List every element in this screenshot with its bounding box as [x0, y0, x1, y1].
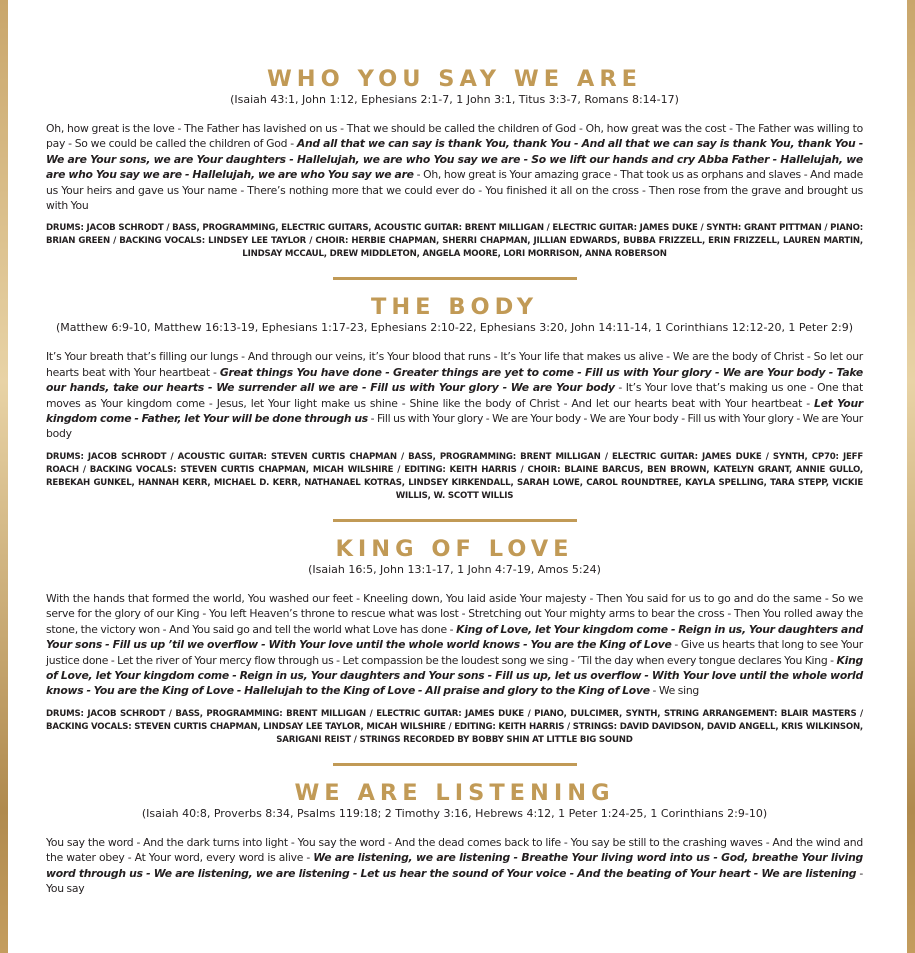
song-title: KING OF LOVE [335, 535, 574, 562]
song-lyrics [46, 349, 863, 441]
lyrics-verse: It’s Your breath that’s filling our lungs - And through our veins, it’s Your blood that runs - It’s Your life that makes us alive - We are the body of Christ - So let our hearts beat with Your heartbeat - [46, 350, 863, 379]
song-lyrics [46, 591, 863, 699]
lyrics-chorus: We are listening, we are listening - Breathe Your living word into us - God, breathe Your living word through us - We are listening, we are listening - Let us hear the sound of Your voice - And the beating of Your heart - We are listening [46, 851, 863, 880]
song-credits: DRUMS: JACOB SCHRODT / BASS, PROGRAMMING: BRENT MILLIGAN / ELECTRIC GUITAR: JAMES DUKE / PIANO, DULCIMER, SYNTH, STRING ARRANGEMENT: BLAIR MASTERS / BACKING VOCALS: STEVEN CURTIS CHAPMAN, LINDSAY LEE TAYLOR, MICAH WILSHIRE / EDITING: KEITH HARRIS / STRINGS: DAVID DAVIDSON, DAVID ANGELL, KRIS WILKINSON, SARIGANI REIST / STRINGS RECORDED BY BOBBY SHIN AT LITTLE BIG SOUND [46, 708, 863, 745]
section-divider [333, 277, 577, 280]
lyrics-chorus: Great things You have done - Greater things are yet to come - Fill us with Your glory - We are Your body - Take our hands, take our hearts - We surrender all we are - Fill us with Your glory - We are Your body [46, 365, 863, 395]
lyrics-bridge: Let Your kingdom come - Father, let Your will be done through us [46, 396, 863, 426]
left-border [0, 0, 8, 953]
lyrics-verse: Oh, how great is the love - The Father has lavished on us - That we should be called the children of God - Oh, how great was the cost - The Father was willing to pay - So we could be called the children of God - [46, 122, 863, 151]
lyrics-verse: - Give us hearts that long to see Your justice done - Let the river of Your mercy flow through us - Let compassion be the loudest song we sing - ’Til the day when every tongue declares You King - [46, 638, 863, 667]
scripture-references: (Isaiah 16:5, John 13:1-17, 1 John 4:7-19, Amos 5:24) [308, 562, 601, 576]
song-lyrics [46, 835, 863, 897]
right-border [907, 0, 915, 953]
section-divider [333, 763, 577, 766]
lyrics-verse: With the hands that formed the world, You washed our feet - Kneeling down, You laid aside Your majesty - Then You said for us to go and do the same - So we serve for the glory of our King - You left Heaven’s throne to rescue what was lost - Stretching out Your mighty arms to bear the cross - Then You rolled away the stone, the victory won - And You said go and tell the world what Love has done - [46, 591, 863, 636]
song-the-body [46, 294, 863, 502]
lyrics-chorus: King of Love, let Your kingdom come - Reign in us, Your daughters and Your sons - Fill us up, let us overflow - With Your love until the whole world knows - You are the King of Love - Hallelujah to the King of Love - All praise and glory to the King of Love [46, 653, 863, 698]
song-king-of-love [46, 536, 863, 747]
scripture-references: (Matthew 6:9-10, Matthew 16:13-19, Ephesians 1:17-23, Ephesians 2:10-22, Ephesians 3:20, John 14:11-14, 1 Corinthians 12:12-20, 1 Peter 2:9) [55, 321, 854, 335]
lyrics-verse: - Fill us with Your glory - We are Your body - We are Your body - Fill us with Your glory - We are Your body [46, 412, 863, 441]
song-title: THE BODY [371, 294, 538, 321]
section-divider [333, 519, 577, 522]
scripture-references: (Isaiah 40:8, Proverbs 8:34, Psalms 119:18; 2 Timothy 3:16, Hebrews 4:12, 1 Peter 1:24-25, 1 Corinthians 2:9-10) [141, 806, 768, 820]
lyrics-chorus: King of Love, let Your kingdom come - Reign in us, Your daughters and Your sons - Fill us up ’til we overflow - With Your love until the whole world knows - You are the King of Love [46, 622, 863, 652]
song-title: WHO YOU SAY WE ARE [266, 66, 643, 92]
song-lyrics [46, 121, 863, 213]
lyrics-verse: - It’s Your love that’s making us one - One that moves as Your kingdom come - Jesus, let Your light make us shine - Shine like the body of Christ - And let our hearts beat with Your heartbeat - [46, 381, 863, 410]
song-credits: DRUMS: JACOB SCHRODT / ACOUSTIC GUITAR: STEVEN CURTIS CHAPMAN / BASS, PROGRAMMING: BRENT MILLIGAN / ELECTRIC GUITAR: JAMES DUKE / SYNTH, CP70: JEFF ROACH / BACKING VOCALS: STEVEN CURTIS CHAPMAN, MICAH WILSHIRE / EDITING: KEITH HARRIS / CHOIR: BLAINE BARCUS, BEN BROWN, KATELYN GRANT, ANNIE GULLO, REBEKAH GUNKEL, HANNAH KERR, MICHAEL D. KERR, NATHANAEL KOTRAS, LINDSEY KIRKENDALL, SARAH LOWE, CAROL ROUNDTREE, KAYLA SPELLING, TARA STEPP, VICKIE WILLIS, W. SCOTT WILLIS [46, 451, 863, 501]
song-title: WE ARE LISTENING [294, 779, 615, 806]
lyrics-verse: - Oh, how great is Your amazing grace - That took us as orphans and slaves - And made us Your heirs and gave us Your name - There’s nothing more that we could ever do - You finished it all on the cross - Then rose from the grave and brought us with You [46, 168, 863, 213]
song-credits: DRUMS: JACOB SCHRODT / BASS, PROGRAMMING, ELECTRIC GUITARS, ACOUSTIC GUITAR: BRENT MILLIGAN / ELECTRIC GUITAR: JAMES DUKE / SYNTH: GRANT PITTMAN / PIANO: BRIAN GREEN / BACKING VOCALS: LINDSEY LEE TAYLOR / CHOIR: HERBIE CHAPMAN, SHERRI CHAPMAN, JILLIAN EDWARDS, BUBBA FRIZZELL, ERIN FRIZZELL, LAUREN MARTIN, LINDSAY MCCAUL, DREW MIDDLETON, ANGELA MOORE, LORI MORRISON, ANNA ROBERSON [46, 223, 863, 260]
liner-notes-page [46, 66, 863, 896]
lyrics-verse: You say the word - And the dark turns into light - You say the word - And the dead comes back to life - You say be still to the crashing waves - And the wind and the water obey - At Your word, every word is alive - [46, 835, 863, 865]
lyrics-verse: - You say [46, 866, 863, 895]
scripture-references: (Isaiah 43:1, John 1:12, Ephesians 2:1-7, 1 John 3:1, Titus 3:3-7, Romans 8:14-17) [230, 93, 679, 106]
lyrics-chorus: And all that we can say is thank You, thank You - And all that we can say is thank You, thank You - We are Your sons, we are Your daughters - Hallelujah, we are who You say we are - So we lift our hands and cry Abba Father - Hallelujah, we are who You say we are - Hallelujah, we are who You say we are [46, 137, 863, 182]
lyrics-verse: - We sing [649, 684, 700, 698]
song-we-are-listening [46, 780, 863, 897]
song-who-you-say-we-are [46, 66, 863, 261]
